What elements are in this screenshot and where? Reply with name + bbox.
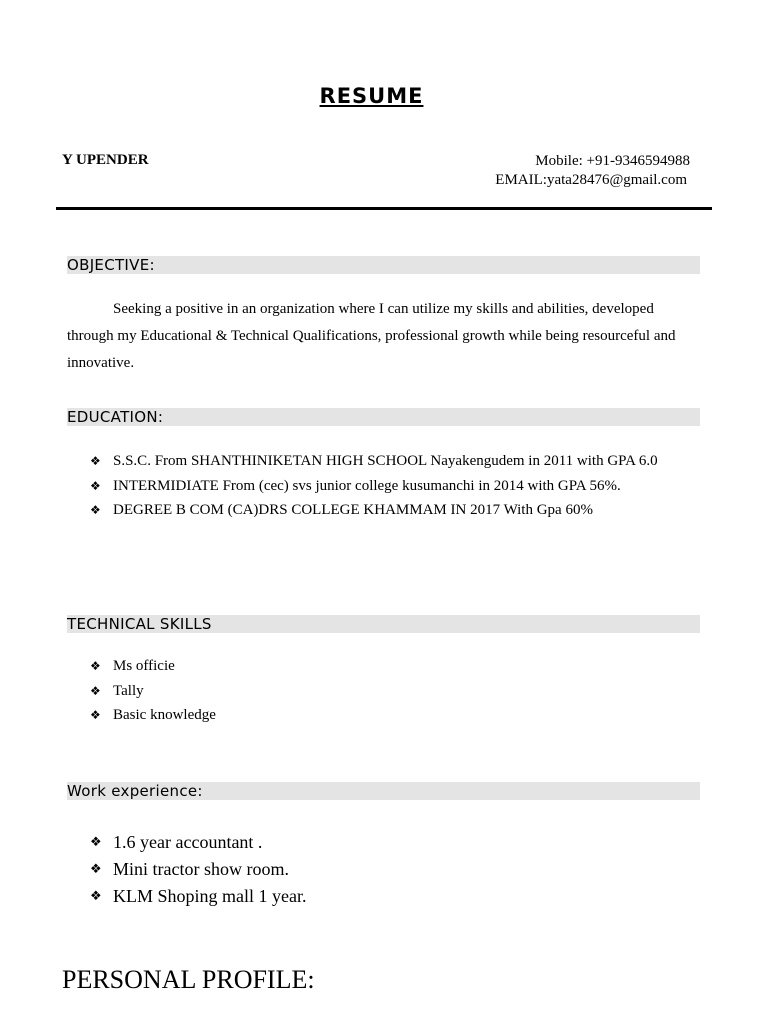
candidate-name: Y UPENDER [62, 152, 149, 168]
list-item [90, 654, 216, 679]
diamond-bullet-icon: ❖ [90, 454, 101, 468]
personal-profile-heading: PERSONAL PROFILE: [62, 965, 315, 994]
skills-heading: TECHNICAL SKILLS [67, 615, 700, 633]
skill-item-text: Tally [113, 682, 144, 699]
list-item [90, 679, 216, 704]
list-item [90, 703, 216, 728]
list-item [90, 498, 658, 523]
education-list [90, 449, 658, 523]
work-heading: Work experience: [67, 782, 700, 800]
diamond-bullet-icon: ❖ [90, 503, 101, 517]
diamond-bullet-icon: ❖ [90, 478, 101, 493]
header-divider [56, 207, 712, 210]
objective-heading: OBJECTIVE: [67, 256, 700, 274]
diamond-bullet-icon: ❖ [90, 683, 101, 698]
diamond-bullet-icon: ❖ [90, 708, 101, 722]
diamond-bullet-icon: ❖ [90, 659, 101, 673]
list-item [90, 474, 658, 499]
list-item [90, 856, 306, 883]
education-item-text: INTERMIDIATE From (cec) svs junior college kusumanchi in 2014 with GPA 56%. [113, 477, 621, 494]
objective-text: Seeking a positive in an organization where I can utilize my skills and abilities, developed through my Educational & Technical Qualifications, professional growth while being resourceful and innovative. [67, 301, 676, 371]
resume-title: RESUME [319, 84, 424, 108]
education-item-text: S.S.C. From SHANTHINIKETAN HIGH SCHOOL Nayakengudem in 2011 with GPA 6.0 [113, 453, 658, 469]
diamond-bullet-icon: ❖ [90, 889, 102, 904]
work-item-text: 1.6 year accountant . [113, 832, 263, 852]
diamond-bullet-icon: ❖ [90, 862, 102, 877]
diamond-bullet-icon: ❖ [90, 835, 102, 850]
skill-item-text: Basic knowledge [113, 707, 216, 723]
work-item-text: Mini tractor show room. [113, 859, 289, 879]
contact-block [495, 152, 690, 190]
skills-list [90, 654, 216, 728]
list-item [90, 449, 658, 474]
list-item [90, 829, 306, 856]
education-item-text: DEGREE B COM (CA)DRS COLLEGE KHAMMAM IN 2017 With Gpa 60% [113, 502, 593, 518]
mobile-number: Mobile: +91-9346594988 [535, 153, 690, 169]
education-heading: EDUCATION: [67, 408, 700, 426]
list-item [90, 883, 306, 910]
skill-item-text: Ms officie [113, 658, 175, 674]
work-list [90, 829, 306, 910]
work-item-text: KLM Shoping mall 1 year. [113, 886, 307, 906]
email-address: EMAIL:yata28476@gmail.com [495, 172, 687, 188]
